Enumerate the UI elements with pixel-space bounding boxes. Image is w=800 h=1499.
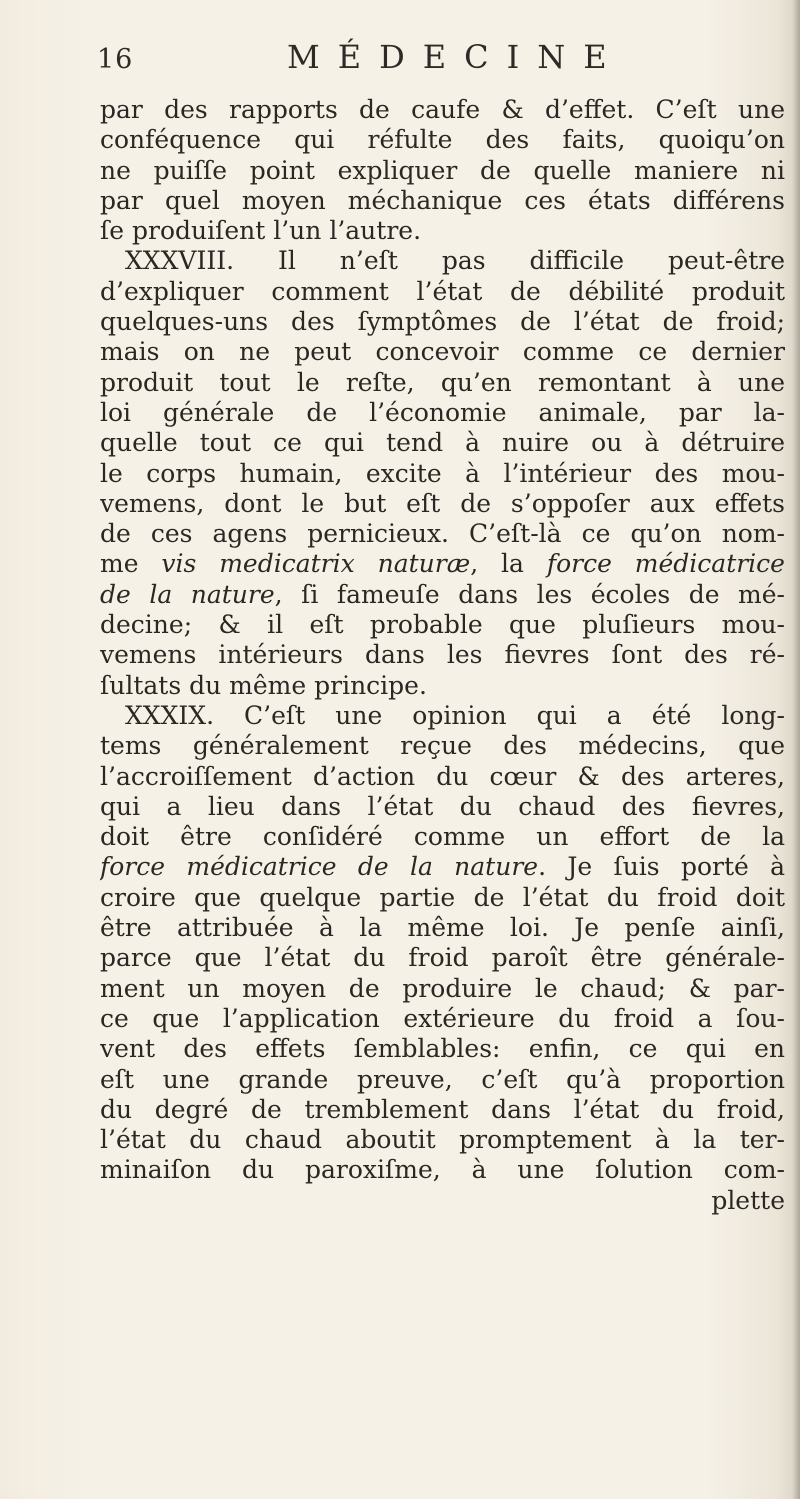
text-segment: le corps humain, excite à l’intérieur des mou- [100, 458, 785, 488]
text-segment: quelle tout ce qui tend à nuire ou à détruire [100, 428, 785, 458]
text-segment: produit tout le reſte, qu’en remontant à une [100, 367, 785, 397]
text-line [100, 368, 785, 398]
text-segment: par quel moyen méchanique ces états différens [100, 185, 785, 215]
text-line [100, 701, 785, 731]
text-line [100, 277, 785, 307]
text-segment: vemens, dont le but eſt de s’oppoſer aux effets [100, 488, 785, 518]
text-segment: , ſi fameuſe dans les écoles de mé- [274, 579, 785, 609]
text-line [100, 337, 785, 367]
text-segment: ce que l’application extérieure du froid a ſou- [100, 1003, 785, 1033]
text-line [100, 489, 785, 519]
text-segment: loi générale de l’économie animale, par la- [100, 397, 785, 427]
italic-phrase: de la nature [100, 579, 275, 609]
text-line [100, 125, 785, 155]
text-segment: , la [470, 549, 547, 579]
text-segment: parce que l’état du froid paroît être générale- [100, 943, 785, 973]
text-line [100, 428, 785, 458]
text-line [100, 519, 785, 549]
body-text [100, 95, 790, 1216]
text-segment: être attribuée à la même loi. Je penſe ainſi, [100, 913, 785, 943]
text-segment: . Je ſuis porté à [538, 852, 785, 882]
text-line [100, 1155, 785, 1185]
text-line [100, 459, 785, 489]
text-segment: l’état du chaud aboutit promptement à la ter- [100, 1125, 785, 1155]
text-line [100, 186, 785, 216]
text-segment: l’accroiſſement d’action du cœur & des arteres, [100, 761, 785, 791]
text-line [100, 852, 785, 882]
italic-phrase: vis medicatrix naturæ [161, 549, 471, 579]
text-line [100, 1004, 785, 1034]
text-segment: vent des effets ſemblables: enfin, ce qui en [100, 1034, 785, 1064]
text-line [100, 307, 785, 337]
text-line [100, 1095, 785, 1125]
text-line [100, 549, 785, 579]
text-line [100, 1186, 785, 1216]
text-segment: d’expliquer comment l’état de débilité produit [100, 276, 785, 306]
text-segment: XXXIX. C’eſt une opinion qui a été long- [125, 700, 785, 730]
text-line [100, 792, 785, 822]
text-line [100, 943, 785, 973]
text-line [100, 671, 785, 701]
text-line [100, 95, 785, 125]
text-segment: du degré de tremblement dans l’état du froid, [100, 1094, 785, 1124]
text-line [100, 610, 785, 640]
text-segment: qui a lieu dans l’état du chaud des fievres, [100, 791, 785, 821]
text-line [100, 762, 785, 792]
text-line [100, 156, 785, 186]
text-segment: ment un moyen de produire le chaud; & par- [100, 973, 785, 1003]
text-segment: XXXVIII. Il n’eſt pas difficile peut-être [125, 246, 785, 276]
page-number: 16 [97, 44, 134, 75]
text-line [100, 731, 785, 761]
text-line [100, 883, 785, 913]
page-header [97, 38, 797, 88]
text-segment: croire que quelque partie de l’état du froid doit [100, 882, 785, 912]
text-segment: par des rapports de caufe & d’effet. C’eſt une [100, 95, 785, 124]
text-line [100, 246, 785, 276]
text-segment: ſultats du même principe. [100, 670, 427, 700]
text-line [100, 640, 785, 670]
text-segment: quelques-uns des ſymptômes de l’état de froid; [100, 307, 785, 337]
text-line [100, 216, 785, 246]
text-segment: ne puiſſe point expliquer de quelle maniere ni [100, 155, 785, 185]
text-line [100, 1065, 785, 1095]
running-head: MÉDECINE [287, 38, 625, 76]
text-line [100, 974, 785, 1004]
text-segment: de ces agens pernicieux. C’eſt-là ce qu’on nom- [100, 519, 785, 549]
text-segment: ſe produiſent l’un l’autre. [100, 216, 422, 246]
italic-phrase: force médicatrice de la nature [100, 852, 539, 882]
page-edge-shadow [792, 0, 800, 1499]
text-segment: mais on ne peut concevoir comme ce dernier [100, 337, 785, 367]
text-line [100, 398, 785, 428]
text-segment: plette [711, 1185, 785, 1215]
text-segment: decine; & il eſt probable que pluſieurs mou- [100, 610, 785, 640]
text-line [100, 1034, 785, 1064]
text-segment: minaiſon du paroxiſme, à une ſolution com- [100, 1155, 785, 1185]
text-segment: tems généralement reçue des médecins, que [100, 731, 785, 761]
text-line [100, 580, 785, 610]
text-segment: doit être conſidéré comme un effort de la [100, 822, 785, 852]
text-line [100, 1125, 785, 1155]
text-segment: vemens intérieurs dans les fievres ſont des ré- [100, 640, 785, 670]
text-segment: eſt une grande preuve, c’eſt qu’à proportion [100, 1064, 785, 1094]
text-segment: conféquence qui réfulte des faits, quoiqu’on [100, 125, 785, 155]
text-line [100, 913, 785, 943]
text-line [100, 822, 785, 852]
text-segment: me [100, 549, 162, 579]
italic-phrase: force médicatrice [546, 549, 785, 579]
